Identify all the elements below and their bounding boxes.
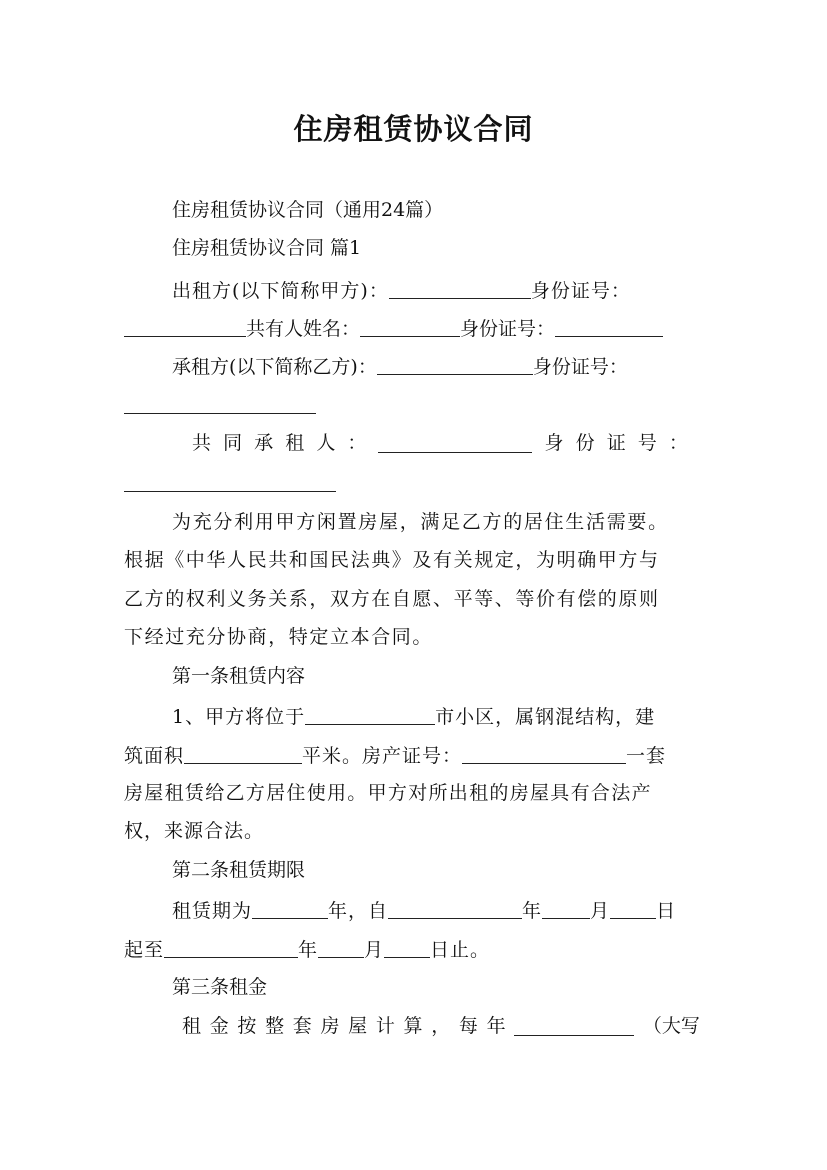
lessee-label: 承租方(以下简称乙方)： [172,356,377,378]
lessee-line [172,356,628,377]
article3-char: 套 [292,1015,312,1037]
co-lessee-id-char: 号 [637,432,657,454]
lessee-id-label: 身份证号： [532,356,628,378]
co-lessee-id-char: 身 [544,432,564,454]
co-owner-id-blank [555,318,663,337]
start-year-blank [388,900,522,919]
intro-line: 根据《中华人民共和国民法典》及有关规定，为明确甲方与 [124,549,660,571]
article1-text: 筑面积 [124,745,185,767]
article1-text: 1、甲方将位于 [172,706,306,728]
article3-char: 按 [237,1015,257,1037]
article2-text: 年 [522,900,543,922]
lessor-id-label: 身份证号： [530,280,631,302]
intro-line: 乙方的权利义务关系，双方在自愿、平等、等价有偿的原则 [124,588,660,610]
co-owner-name-blank [360,318,460,337]
lessee-id-blank [124,413,316,414]
co-lessee-line [192,434,688,453]
article3-char: ， [431,1015,451,1037]
co-lessee-char: ： [347,432,367,454]
article3-char: 租 [182,1015,202,1037]
start-month-blank [542,900,590,919]
lessor-line [172,280,631,301]
article2-text: 日 [656,900,677,922]
co-lessee-char: 共 [192,432,212,454]
article1-line [124,745,666,766]
article2-line [172,900,676,921]
article1-heading: 第一条租赁内容 [172,665,306,687]
lessee-name-blank [377,356,533,375]
article3-heading: 第三条租金 [172,976,268,998]
article2-text: 日止。 [430,939,491,961]
co-lessee-id-char: 证 [606,432,626,454]
article3-text: （大写 [642,1015,700,1037]
article2-text: 年，自 [328,900,389,922]
article1-line: 权，来源合法。 [124,820,265,842]
article1-line: 房屋租赁给乙方居住使用。甲方对所出租的房屋具有合法产 [124,782,652,804]
start-day-blank [610,900,656,919]
end-month-blank [318,939,364,958]
article3-char: 屋 [348,1015,368,1037]
document-title: 住房租赁协议合同 [293,112,534,146]
term-years-blank [252,900,328,919]
article2-text: 起至 [124,939,165,961]
co-lessee-char: 承 [254,432,274,454]
article1-text: 市小区，属钢混结构，建 [435,706,656,728]
article3-char: 年 [486,1015,506,1037]
co-lessee-id-blank [124,491,336,492]
article3-char: 房 [320,1015,340,1037]
co-owner-line [124,318,663,339]
document-subtitle: 住房租赁协议合同（通用24篇） [172,199,444,221]
article3-char: 计 [375,1015,395,1037]
article1-text: 平米。房产证号： [302,745,463,767]
article3-char: 算 [403,1015,423,1037]
certificate-blank [462,745,626,764]
location-blank [305,706,435,725]
intro-line: 下经过充分协商，特定立本合同。 [124,626,434,648]
lessor-id-blank [124,318,246,337]
article2-text: 年 [298,939,319,961]
article2-text: 月 [364,939,385,961]
article2-text: 月 [590,900,611,922]
co-lessee-char: 租 [285,432,305,454]
co-lessee-id-char: 份 [575,432,595,454]
article3-char: 每 [458,1015,478,1037]
article2-heading: 第二条租赁期限 [172,859,306,881]
co-owner-id-label: 身份证号： [460,318,556,340]
chapter-heading: 住房租赁协议合同 篇1 [172,237,362,259]
co-owner-label: 共有人姓名： [246,318,361,340]
article3-char: 整 [265,1015,285,1037]
article2-line [124,939,490,960]
co-lessee-char: 同 [223,432,243,454]
article3-char: 金 [209,1015,229,1037]
co-lessee-name-blank [378,434,532,453]
lessor-name-blank [389,280,531,299]
lessor-label: 出租方(以下简称甲方)： [172,280,389,302]
intro-line: 为充分利用甲方闲置房屋，满足乙方的居住生活需要。 [172,511,669,533]
rent-amount-blank [514,1017,634,1036]
end-year-blank [164,939,298,958]
end-day-blank [384,939,430,958]
co-lessee-id-char: ： [668,432,688,454]
article1-line [172,706,655,727]
article1-text: 一套 [626,745,667,767]
article3-line [182,1017,700,1036]
article2-text: 租赁期为 [172,900,253,922]
area-blank [184,745,302,764]
co-lessee-char: 人 [316,432,336,454]
